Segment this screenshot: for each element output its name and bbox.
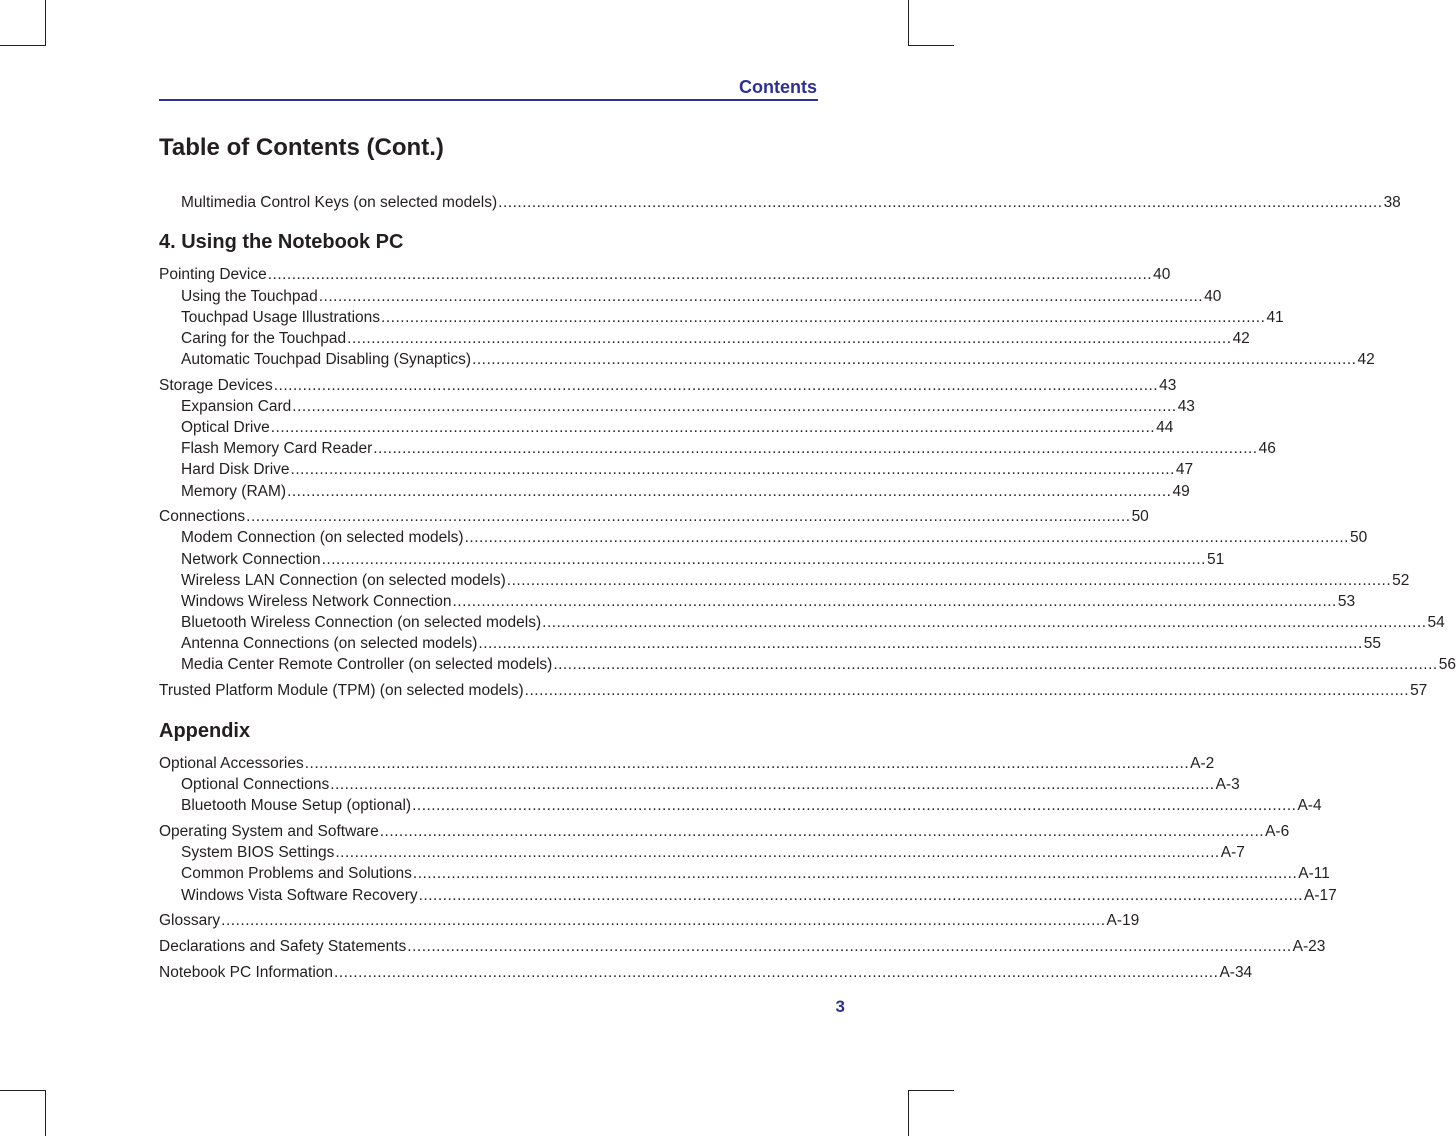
toc-leader-dots: ........................................................................................................................................................................................	[267, 266, 1153, 283]
toc-leader-dots: ........................................................................................................................................................................................	[472, 351, 1357, 368]
toc-entry-page: 41	[1266, 309, 1284, 326]
toc-entry-title: System BIOS Settings	[181, 844, 335, 861]
toc-entry-page: 52	[1392, 572, 1410, 589]
toc-entry-page: 43	[1159, 377, 1177, 394]
toc-entry[interactable]	[159, 910, 1140, 931]
toc-entry-title: Optional Accessories	[159, 755, 304, 772]
toc-entry-page: 51	[1206, 551, 1225, 568]
toc-leader-dots: ........................................................................................................................................................................................	[330, 776, 1215, 793]
crop-mark-top-left-h	[0, 45, 46, 46]
toc-entry-page: 43	[1177, 398, 1195, 415]
toc-entry[interactable]	[181, 481, 1190, 502]
toc-entry[interactable]	[181, 633, 1382, 654]
toc-entry-title: Declarations and Safety Statements	[159, 938, 407, 955]
toc-entry-title: Pointing Device	[159, 266, 267, 283]
toc-leader-dots: ........................................................................................................................................................................................	[321, 551, 1206, 568]
toc-entry-page: 46	[1258, 440, 1276, 457]
page-title: Table of Contents (Cont.)	[159, 134, 444, 161]
toc-entry-page: 47	[1175, 461, 1194, 478]
toc-leader-dots: ........................................................................................................................................................................................	[221, 912, 1106, 929]
toc-entry-page: A-34	[1219, 964, 1253, 981]
toc-leader-dots: ........................................................................................................................................................................................	[290, 461, 1175, 478]
toc-entry-title: Connections	[159, 508, 246, 525]
toc-entry-page: A-6	[1265, 823, 1290, 840]
toc-leader-dots: ........................................................................................................................................................................................	[347, 330, 1232, 347]
toc-leader-dots: ........................................................................................................................................................................................	[304, 755, 1190, 772]
toc-entry-page: 53	[1337, 593, 1356, 610]
toc-entry[interactable]	[181, 328, 1250, 349]
toc-entry-title: Automatic Touchpad Disabling (Synaptics)	[181, 351, 472, 368]
toc-leader-dots: ........................................................................................................................................................................................	[373, 440, 1258, 457]
header-rule	[159, 99, 818, 101]
toc-entry-title: Wireless LAN Connection (on selected models)	[181, 572, 506, 589]
toc-entry[interactable]	[181, 795, 1322, 816]
toc-entry-page: A-7	[1220, 844, 1245, 861]
toc-leader-dots: ........................................................................................................................................................................................	[379, 823, 1265, 840]
toc-entry[interactable]	[181, 307, 1284, 328]
toc-entry-page: 40	[1204, 288, 1222, 305]
toc-entry-multimedia-control-keys[interactable]	[181, 192, 1401, 213]
toc-entry[interactable]	[181, 654, 1456, 675]
toc-leader-dots: ........................................................................................................................................................................................	[381, 309, 1266, 326]
toc-entry[interactable]	[181, 459, 1194, 480]
toc-entry[interactable]	[159, 962, 1253, 983]
toc-entry-title: Touchpad Usage Illustrations	[181, 309, 381, 326]
toc-entry-title: Flash Memory Card Reader	[181, 440, 373, 457]
toc-entry-title: Expansion Card	[181, 398, 292, 415]
toc-entry[interactable]	[181, 591, 1356, 612]
toc-entry-page: A-2	[1190, 755, 1215, 772]
toc-leader-dots: ........................................................................................................................................................................................	[542, 614, 1427, 631]
toc-entry[interactable]	[181, 774, 1240, 795]
toc-entry[interactable]	[159, 753, 1215, 774]
toc-entry-title: Multimedia Control Keys (on selected models)	[181, 194, 498, 211]
toc-leader-dots: ........................................................................................................................................................................................	[270, 419, 1156, 436]
toc-leader-dots: ........................................................................................................................................................................................	[273, 377, 1159, 394]
toc-leader-dots: ........................................................................................................................................................................................	[524, 682, 1410, 699]
toc-entry[interactable]	[181, 417, 1174, 438]
toc-entry-page: 50	[1349, 529, 1368, 546]
toc-entry-title: Network Connection	[181, 551, 321, 568]
toc-entry-title: Storage Devices	[159, 377, 273, 394]
toc-entry-title: Bluetooth Mouse Setup (optional)	[181, 797, 412, 814]
toc-entry[interactable]	[181, 349, 1375, 370]
toc-entry-title: Optical Drive	[181, 419, 270, 436]
toc-entry-page: 54	[1427, 614, 1445, 631]
toc-leader-dots: ........................................................................................................................................................................................	[246, 508, 1131, 525]
crop-mark-bottom-right-h	[908, 1090, 954, 1091]
toc-leader-dots: ........................................................................................................................................................................................	[335, 844, 1220, 861]
toc-entry-page: 55	[1363, 635, 1382, 652]
toc-entry-page: 44	[1156, 419, 1174, 436]
toc-entry[interactable]	[181, 438, 1276, 459]
toc-entry-title: Operating System and Software	[159, 823, 379, 840]
toc-entry-title: Optional Connections	[181, 776, 330, 793]
toc-leader-dots: ........................................................................................................................................................................................	[407, 938, 1292, 955]
toc-leader-dots: ........................................................................................................................................................................................	[292, 398, 1177, 415]
toc-leader-dots: ........................................................................................................................................................................................	[418, 887, 1304, 904]
crop-mark-top-right-v	[908, 0, 909, 46]
toc-entry-title: Glossary	[159, 912, 221, 929]
toc-entry[interactable]	[181, 286, 1222, 307]
toc-entry-title: Modem Connection (on selected models)	[181, 529, 464, 546]
toc-leader-dots: ........................................................................................................................................................................................	[452, 593, 1337, 610]
toc-entry-title: Windows Vista Software Recovery	[181, 887, 418, 904]
toc-leader-dots: ........................................................................................................................................................................................	[287, 483, 1172, 500]
toc-leader-dots: ........................................................................................................................................................................................	[478, 635, 1363, 652]
toc-leader-dots: ........................................................................................................................................................................................	[412, 797, 1297, 814]
toc-leader-dots: ........................................................................................................................................................................................	[334, 964, 1219, 981]
toc-entry[interactable]	[159, 506, 1149, 527]
toc-entry-page: 56	[1438, 656, 1456, 673]
toc-entry-title: Using the Touchpad	[181, 288, 318, 305]
toc-entry-page: A-3	[1215, 776, 1240, 793]
toc-entry-page: 50	[1131, 508, 1149, 525]
toc-entry-page: A-11	[1298, 865, 1330, 882]
crop-mark-top-left-v	[45, 0, 46, 46]
toc-entry-title: Windows Wireless Network Connection	[181, 593, 452, 610]
toc-entry-title: Bluetooth Wireless Connection (on selected models)	[181, 614, 542, 631]
toc-leader-dots: ........................................................................................................................................................................................	[464, 529, 1349, 546]
toc-leader-dots: ........................................................................................................................................................................................	[318, 288, 1204, 305]
crop-mark-bottom-right-v	[908, 1090, 909, 1136]
toc-entry[interactable]	[181, 885, 1337, 906]
toc-entry-title: Notebook PC Information	[159, 964, 334, 981]
toc-entry[interactable]	[181, 527, 1368, 548]
toc-leader-dots: ........................................................................................................................................................................................	[553, 656, 1438, 673]
toc-entry-page: 42	[1357, 351, 1375, 368]
toc-leader-dots: ........................................................................................................................................................................................	[498, 194, 1383, 211]
crop-mark-bottom-left-h	[0, 1090, 46, 1091]
toc-entry-title: Common Problems and Solutions	[181, 865, 412, 882]
toc-entry[interactable]	[159, 821, 1290, 842]
toc-entry-page: 57	[1410, 682, 1428, 699]
toc-entry[interactable]	[181, 549, 1225, 570]
toc-entry[interactable]	[181, 863, 1330, 884]
toc-leader-dots: ........................................................................................................................................................................................	[506, 572, 1392, 589]
toc-entry-title: Media Center Remote Controller (on selected models)	[181, 656, 553, 673]
toc-entry-title: Antenna Connections (on selected models)	[181, 635, 478, 652]
toc-entry-page: A-23	[1292, 938, 1326, 955]
toc-entry-page: A-4	[1297, 797, 1322, 814]
toc-entry[interactable]	[159, 264, 1171, 285]
toc-entry[interactable]	[159, 375, 1177, 396]
toc-entry-title: Caring for the Touchpad	[181, 330, 347, 347]
toc-entry-title: Memory (RAM)	[181, 483, 287, 500]
toc-entry-title: Trusted Platform Module (TPM) (on selected models)	[159, 682, 524, 699]
toc-entry[interactable]	[181, 396, 1195, 417]
toc-entry-page: 49	[1172, 483, 1190, 500]
crop-mark-bottom-left-v	[45, 1090, 46, 1136]
toc-entry-page: 40	[1153, 266, 1171, 283]
toc-entry[interactable]	[159, 680, 1428, 701]
toc-entry[interactable]	[159, 936, 1326, 957]
toc-entry-page: 38	[1383, 194, 1401, 211]
toc-entry-title: Hard Disk Drive	[181, 461, 290, 478]
section-title-appendix: Appendix	[159, 720, 251, 742]
running-header: Contents	[739, 77, 817, 97]
page-number: 3	[835, 997, 845, 1016]
section-title-using-notebook: 4. Using the Notebook PC	[159, 231, 404, 253]
toc-entry[interactable]	[181, 570, 1410, 591]
toc-entry-page: A-19	[1106, 912, 1140, 929]
toc-entry-page: A-17	[1304, 887, 1337, 904]
toc-entry[interactable]	[181, 612, 1445, 633]
toc-entry[interactable]	[181, 842, 1245, 863]
crop-mark-top-right-h	[908, 45, 954, 46]
toc-entry-page: 42	[1232, 330, 1250, 347]
toc-leader-dots: ........................................................................................................................................................................................	[412, 865, 1298, 882]
